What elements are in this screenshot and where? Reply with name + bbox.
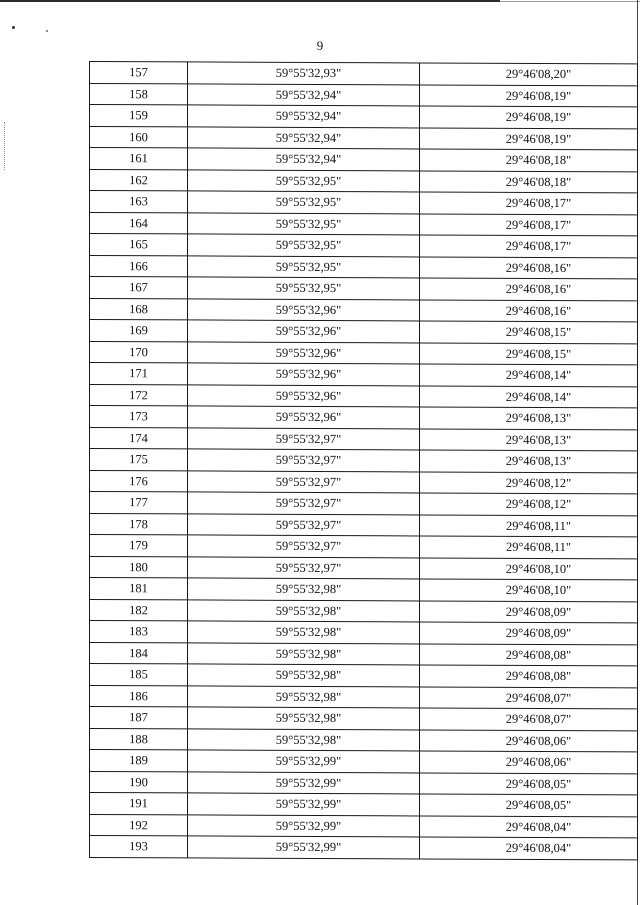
longitude-cell: 29°46'08,07" (420, 686, 638, 708)
table-row (90, 427, 638, 451)
longitude-cell: 29°46'08,06" (420, 751, 638, 773)
table-row (90, 255, 638, 279)
latitude-cell: 59°55'32,94" (188, 105, 420, 128)
point-number-cell: 189 (90, 750, 188, 772)
point-number-cell: 165 (90, 234, 188, 256)
longitude-cell: 29°46'08,17" (420, 235, 638, 257)
table-row (90, 771, 638, 795)
point-number-cell: 186 (90, 685, 188, 707)
table-row (90, 105, 638, 129)
table-row (90, 277, 638, 301)
latitude-cell: 59°55'32,99" (188, 836, 420, 859)
table-row (90, 341, 638, 365)
point-number-cell: 190 (90, 771, 188, 793)
longitude-cell: 29°46'08,04" (420, 837, 638, 859)
point-number-cell: 176 (90, 470, 188, 492)
longitude-cell: 29°46'08,12" (420, 493, 638, 515)
binding-marks (4, 122, 7, 170)
table-row (90, 707, 638, 731)
table-row (90, 793, 638, 817)
table-row (90, 750, 638, 774)
point-number-cell: 174 (90, 427, 188, 449)
longitude-cell: 29°46'08,07" (420, 708, 638, 730)
table-row (90, 126, 638, 150)
table-row (90, 642, 638, 666)
point-number-cell: 192 (90, 814, 188, 836)
table-row (90, 513, 638, 537)
table-row (90, 62, 638, 86)
table-row (90, 556, 638, 580)
table-row (90, 492, 638, 516)
point-number-cell: 170 (90, 341, 188, 363)
longitude-cell: 29°46'08,11" (420, 536, 638, 558)
table-row (90, 191, 638, 215)
scan-edge-top (0, 0, 500, 2)
table-row (90, 685, 638, 709)
latitude-cell: 59°55'32,98" (188, 664, 420, 687)
longitude-cell: 29°46'08,12" (420, 471, 638, 493)
latitude-cell: 59°55'32,98" (188, 621, 420, 644)
latitude-cell: 59°55'32,97" (188, 449, 420, 472)
longitude-cell: 29°46'08,04" (420, 815, 638, 837)
longitude-cell: 29°46'08,18" (420, 170, 638, 192)
longitude-cell: 29°46'08,19" (420, 84, 638, 106)
longitude-cell: 29°46'08,16" (420, 299, 638, 321)
point-number-cell: 168 (90, 298, 188, 320)
latitude-cell: 59°55'32,99" (188, 771, 420, 794)
latitude-cell: 59°55'32,96" (188, 384, 420, 407)
coordinates-table-wrapper (89, 61, 638, 858)
table-row (90, 169, 638, 193)
table-row (90, 836, 638, 860)
longitude-cell: 29°46'08,09" (420, 622, 638, 644)
coordinates-table-body (90, 62, 638, 860)
table-row (90, 148, 638, 172)
latitude-cell: 59°55'32,99" (188, 814, 420, 837)
table-row (90, 599, 638, 623)
point-number-cell: 173 (90, 406, 188, 428)
latitude-cell: 59°55'32,97" (188, 535, 420, 558)
latitude-cell: 59°55'32,96" (188, 320, 420, 343)
latitude-cell: 59°55'32,98" (188, 642, 420, 665)
table-row (90, 535, 638, 559)
point-number-cell: 179 (90, 535, 188, 557)
longitude-cell: 29°46'08,17" (420, 192, 638, 214)
longitude-cell: 29°46'08,18" (420, 149, 638, 171)
longitude-cell: 29°46'08,13" (420, 407, 638, 429)
longitude-cell: 29°46'08,10" (420, 557, 638, 579)
latitude-cell: 59°55'32,98" (188, 707, 420, 730)
table-row (90, 728, 638, 752)
point-number-cell: 160 (90, 126, 188, 148)
table-row (90, 83, 638, 107)
latitude-cell: 59°55'32,99" (188, 750, 420, 773)
longitude-cell: 29°46'08,16" (420, 256, 638, 278)
latitude-cell: 59°55'32,96" (188, 406, 420, 429)
point-number-cell: 184 (90, 642, 188, 664)
point-number-cell: 159 (90, 105, 188, 127)
longitude-cell: 29°46'08,14" (420, 385, 638, 407)
point-number-cell: 177 (90, 492, 188, 514)
latitude-cell: 59°55'32,96" (188, 341, 420, 364)
latitude-cell: 59°55'32,97" (188, 492, 420, 515)
longitude-cell: 29°46'08,20" (420, 63, 638, 85)
table-row (90, 449, 638, 473)
table-row (90, 621, 638, 645)
longitude-cell: 29°46'08,19" (420, 106, 638, 128)
table-row (90, 664, 638, 688)
point-number-cell: 185 (90, 664, 188, 686)
longitude-cell: 29°46'08,08" (420, 665, 638, 687)
table-row (90, 578, 638, 602)
point-number-cell: 191 (90, 793, 188, 815)
longitude-cell: 29°46'08,09" (420, 600, 638, 622)
latitude-cell: 59°55'32,96" (188, 298, 420, 321)
latitude-cell: 59°55'32,95" (188, 255, 420, 278)
table-row (90, 363, 638, 387)
longitude-cell: 29°46'08,15" (420, 321, 638, 343)
latitude-cell: 59°55'32,96" (188, 363, 420, 386)
scan-speck (46, 30, 48, 32)
point-number-cell: 164 (90, 212, 188, 234)
latitude-cell: 59°55'32,98" (188, 599, 420, 622)
longitude-cell: 29°46'08,13" (420, 428, 638, 450)
table-row (90, 320, 638, 344)
longitude-cell: 29°46'08,08" (420, 643, 638, 665)
point-number-cell: 162 (90, 169, 188, 191)
point-number-cell: 178 (90, 513, 188, 535)
latitude-cell: 59°55'32,97" (188, 470, 420, 493)
longitude-cell: 29°46'08,13" (420, 450, 638, 472)
latitude-cell: 59°55'32,94" (188, 126, 420, 149)
latitude-cell: 59°55'32,97" (188, 556, 420, 579)
coordinates-table (89, 61, 638, 860)
point-number-cell: 163 (90, 191, 188, 213)
latitude-cell: 59°55'32,97" (188, 427, 420, 450)
longitude-cell: 29°46'08,19" (420, 127, 638, 149)
table-row (90, 406, 638, 430)
page-number: 9 (316, 38, 324, 53)
table-row (90, 814, 638, 838)
table-row (90, 212, 638, 236)
latitude-cell: 59°55'32,99" (188, 793, 420, 816)
latitude-cell: 59°55'32,93" (188, 62, 420, 85)
longitude-cell: 29°46'08,17" (420, 213, 638, 235)
latitude-cell: 59°55'32,98" (188, 728, 420, 751)
latitude-cell: 59°55'32,97" (188, 513, 420, 536)
point-number-cell: 188 (90, 728, 188, 750)
point-number-cell: 181 (90, 578, 188, 600)
point-number-cell: 161 (90, 148, 188, 170)
point-number-cell: 180 (90, 556, 188, 578)
latitude-cell: 59°55'32,98" (188, 685, 420, 708)
longitude-cell: 29°46'08,11" (420, 514, 638, 536)
table-row (90, 470, 638, 494)
point-number-cell: 167 (90, 277, 188, 299)
latitude-cell: 59°55'32,95" (188, 212, 420, 235)
latitude-cell: 59°55'32,95" (188, 234, 420, 257)
point-number-cell: 171 (90, 363, 188, 385)
latitude-cell: 59°55'32,95" (188, 277, 420, 300)
point-number-cell: 157 (90, 62, 188, 84)
point-number-cell: 183 (90, 621, 188, 643)
point-number-cell: 187 (90, 707, 188, 729)
point-number-cell: 166 (90, 255, 188, 277)
longitude-cell: 29°46'08,05" (420, 794, 638, 816)
longitude-cell: 29°46'08,16" (420, 278, 638, 300)
longitude-cell: 29°46'08,05" (420, 772, 638, 794)
latitude-cell: 59°55'32,94" (188, 83, 420, 106)
latitude-cell: 59°55'32,95" (188, 191, 420, 214)
latitude-cell: 59°55'32,98" (188, 578, 420, 601)
point-number-cell: 193 (90, 836, 188, 858)
scan-edge-top-faint (500, 1, 640, 2)
point-number-cell: 182 (90, 599, 188, 621)
point-number-cell: 172 (90, 384, 188, 406)
latitude-cell: 59°55'32,94" (188, 148, 420, 171)
longitude-cell: 29°46'08,10" (420, 579, 638, 601)
latitude-cell: 59°55'32,95" (188, 169, 420, 192)
longitude-cell: 29°46'08,14" (420, 364, 638, 386)
point-number-cell: 158 (90, 83, 188, 105)
point-number-cell: 175 (90, 449, 188, 471)
point-number-cell: 169 (90, 320, 188, 342)
longitude-cell: 29°46'08,15" (420, 342, 638, 364)
longitude-cell: 29°46'08,06" (420, 729, 638, 751)
table-row (90, 298, 638, 322)
scan-speck (12, 26, 15, 29)
table-row (90, 384, 638, 408)
table-row (90, 234, 638, 258)
